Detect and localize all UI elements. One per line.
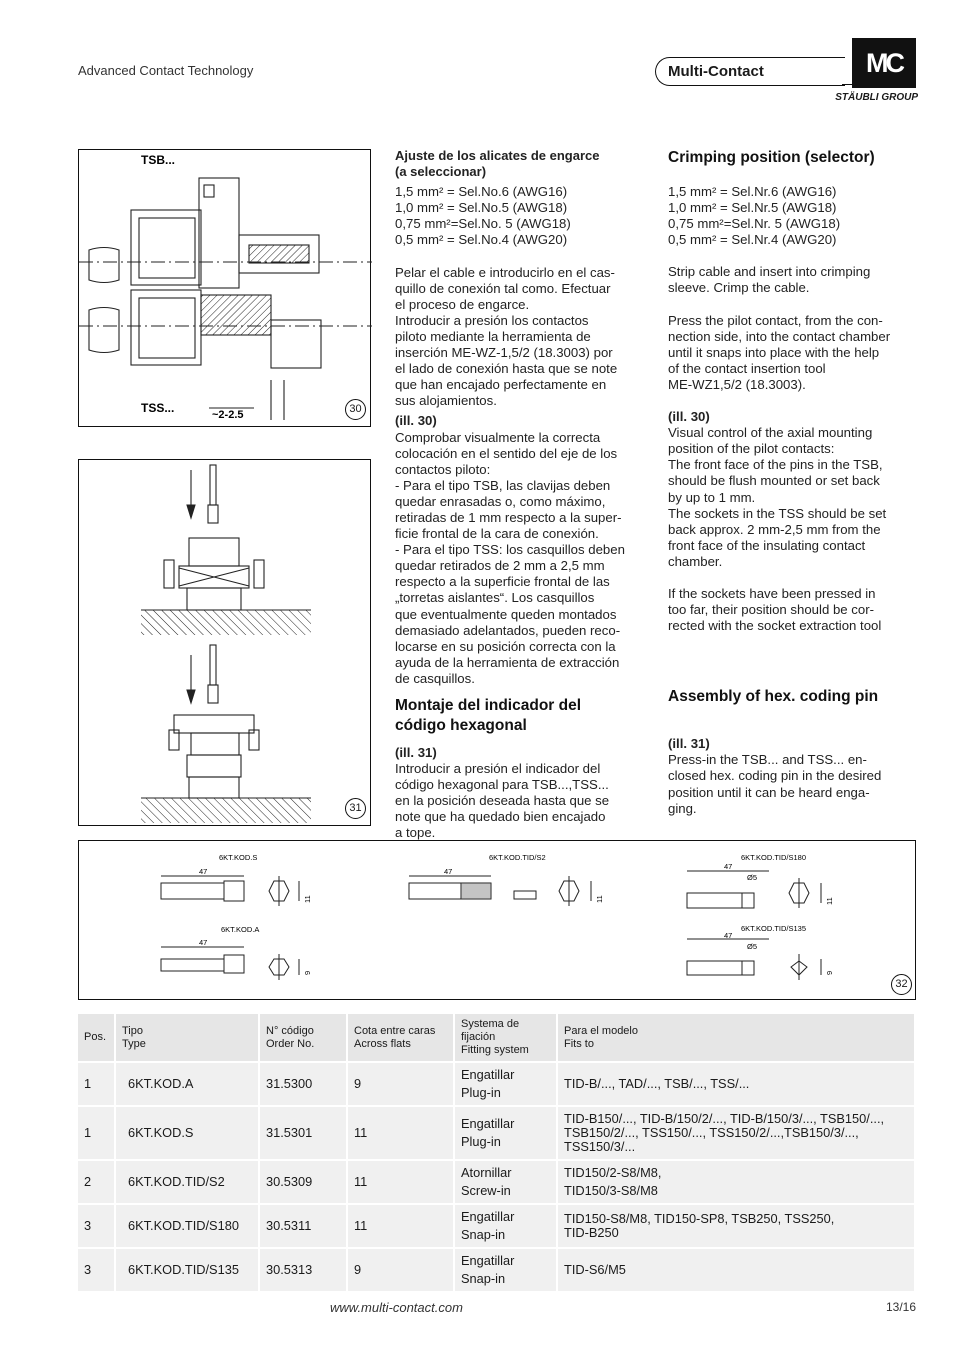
cell-fitting-system: Engatillar Plug-in — [455, 1107, 558, 1159]
table-row — [78, 1063, 916, 1105]
en-ill31-text: Press-in the TSB... and TSS... en- closed hex. coding pin in the desired position until it can be heard enga- ging. — [668, 752, 882, 816]
col-header-pos: Pos. — [78, 1014, 116, 1061]
col-header-type: Tipo Type — [116, 1014, 260, 1061]
cell-pos: 3 — [78, 1205, 116, 1247]
cell-pos: 1 — [78, 1063, 116, 1105]
fig32-af-s180: 11 — [825, 897, 834, 905]
cell-fits-to: TID-B150/..., TID-B/150/2/..., TID-B/150/3/..., TSB150/..., TSB150/2/..., TSS150/..., TSS150/2/...,TSB150/3/..., TSS150/3/... — [558, 1107, 916, 1159]
coding-pin-table — [78, 1012, 916, 1293]
fig32-dia-s135: Ø5 — [747, 942, 758, 951]
cell-type: 6KT.KOD.TID/S135 — [116, 1249, 260, 1291]
footer-website-link[interactable]: www.multi-contact.com — [330, 1300, 463, 1315]
figure-30 — [78, 149, 371, 427]
cell-across-flats: 11 — [348, 1205, 455, 1247]
cell-across-flats: 11 — [348, 1161, 455, 1203]
en-assembly-heading: Assembly of hex. coding pin — [668, 688, 879, 706]
en-sockets-text: If the sockets have been pressed in too far, their position should be cor- rected with the socket extraction tool — [668, 585, 882, 634]
col-header-fits-to: Para el modelo Fits to — [558, 1014, 916, 1061]
cell-across-flats: 11 — [348, 1107, 455, 1159]
table-row — [78, 1249, 916, 1291]
cell-fitting-system: Engatillar Snap-in — [455, 1249, 558, 1291]
figure-32 — [78, 840, 916, 1000]
brand-underline — [842, 84, 852, 85]
es-assembly-heading: Montaje del indicador del código hexagonal — [395, 697, 582, 734]
fig30-label-tsb: TSB... — [141, 153, 176, 167]
es-ill31-label: (ill. 31) — [395, 745, 437, 760]
cell-order-no: 31.5301 — [260, 1107, 348, 1159]
cell-fitting-system: Engatillar Snap-in — [455, 1205, 558, 1247]
figure-31-drawing — [79, 460, 372, 827]
fig32-af-s: 11 — [303, 895, 312, 903]
cell-pos: 1 — [78, 1107, 116, 1159]
fig32-dim-len-s2: 47 — [444, 867, 453, 876]
spanish-column — [395, 148, 655, 842]
cell-order-no: 30.5309 — [260, 1161, 348, 1203]
fig32-dim-len-s135: 47 — [724, 931, 733, 940]
fig32-label-tid-s2: 6KT.KOD.TID/S2 — [489, 853, 546, 862]
cell-type: 6KT.KOD.S — [116, 1107, 260, 1159]
cell-pos: 2 — [78, 1161, 116, 1203]
brand-name: Multi-Contact — [655, 57, 845, 86]
page-number: 13/16 — [885, 1300, 916, 1314]
fig32-label-kod-s: 6KT.KOD.S — [219, 853, 258, 862]
english-column — [668, 148, 928, 817]
cell-type: 6KT.KOD.TID/S180 — [116, 1205, 260, 1247]
en-strip-text: Strip cable and insert into crimping sleeve. Crimp the cable. — [668, 264, 871, 296]
es-ill30-label: (ill. 30) — [395, 413, 437, 429]
table-row — [78, 1107, 916, 1159]
col-header-across-flats: Cota entre caras Across flats — [348, 1014, 455, 1061]
fig30-label-tss: TSS... — [141, 401, 175, 415]
mc-logo: MC — [852, 38, 916, 88]
fig32-label-tid-s180: 6KT.KOD.TID/S180 — [741, 853, 807, 862]
cell-fitting-system: Engatillar Plug-in — [455, 1063, 558, 1105]
en-ill30-text: Visual control of the axial mounting position of the pilot contacts: The front face of the pins in the TSB, should be flush mounted or set back by up to 1 mm. The sockets in the TSS should be set back approx. 2 mm-2,5 mm from the front face of the insulating contact chamber. — [668, 425, 887, 569]
cell-fits-to: TID150/2-S8/M8, TID150/3-S8/M8 — [558, 1161, 916, 1203]
fig32-dim-len-s180: 47 — [724, 862, 733, 871]
cell-order-no: 31.5300 — [260, 1063, 348, 1105]
es-crimp-values: 1,5 mm² = Sel.No.6 (AWG16) 1,0 mm² = Sel.No.5 (AWG18) 0,75 mm²=Sel.No. 5 (AWG18) 0,5 mm² = Sel.No.4 (AWG20) — [395, 184, 571, 248]
cell-order-no: 30.5311 — [260, 1205, 348, 1247]
es-crimp-heading: Ajuste de los alicates de engarce (a seleccionar) — [395, 148, 600, 180]
header-tagline: Advanced Contact Technology — [78, 63, 254, 78]
cell-type: 6KT.KOD.TID/S2 — [116, 1161, 260, 1203]
fig30-dimension: ~2-2.5 — [212, 409, 244, 421]
table-row — [78, 1161, 916, 1203]
fig32-af-s2: 11 — [595, 895, 604, 903]
fig32-label-tid-s135: 6KT.KOD.TID/S135 — [741, 924, 807, 933]
fig32-af-a: 9 — [303, 970, 312, 975]
col-header-order-no: N° código Order No. — [260, 1014, 348, 1061]
fig32-label-kod-a: 6KT.KOD.A — [221, 925, 260, 934]
en-crimp-heading: Crimping position (selector) — [668, 149, 875, 166]
figure-31 — [78, 459, 371, 826]
en-press-text: Press the pilot contact, from the con- nection side, into the contact chamber until it snaps into place with the help of the contact insertion tool ME-WZ1,5/2 (18.3003). — [668, 312, 891, 392]
fig32-dim-len-a: 47 — [199, 938, 208, 947]
es-ill31-text: Introducir a presión el indicador del código hexagonal para TSB...,TSS... en la posición deseada hasta que se note que ha quedado bien encajado a tope. — [395, 761, 610, 841]
cell-type: 6KT.KOD.A — [116, 1063, 260, 1105]
es-ill30-text: Comprobar visualmente la correcta colocación en el sentido del eje de los contactos piloto: - Para el tipo TSB, las clavijas deben quedar enrasadas o, como máximo, retiradas de 1 mm respecto a la super- ficie frontal de la cara de conexión. - Para el tipo TSS: los casquillos deben quedar retirados de 2 mm a 2,5 mm respecto a la superficie frontal de las „torretas aislantes“. Los casquillos que eventualmente queden montados demasiado adelantados, pueden reco- locarse en su posición correcta con la ayuda de la herramienta de extracción de casquillos. — [395, 429, 625, 686]
cell-fits-to: TID150-S8/M8, TID150-SP8, TSB250, TSS250, TID-B250 — [558, 1205, 916, 1247]
cell-fitting-system: Atornillar Screw-in — [455, 1161, 558, 1203]
figure-30-drawing — [79, 150, 372, 428]
en-ill31-label: (ill. 31) — [668, 736, 710, 752]
figure-32-number: 32 — [891, 974, 912, 995]
cell-across-flats: 9 — [348, 1249, 455, 1291]
en-ill30-label: (ill. 30) — [668, 409, 710, 425]
staubli-group-label: STÄUBLI GROUP — [835, 92, 918, 103]
fig32-dim-len-s: 47 — [199, 867, 208, 876]
table-header-row — [78, 1014, 916, 1061]
cell-order-no: 30.5313 — [260, 1249, 348, 1291]
cell-pos: 3 — [78, 1249, 116, 1291]
cell-fits-to: TID-S6/M5 — [558, 1249, 916, 1291]
cell-across-flats: 9 — [348, 1063, 455, 1105]
cell-fits-to: TID-B/..., TAD/..., TSB/..., TSS/... — [558, 1063, 916, 1105]
en-crimp-values: 1,5 mm² = Sel.Nr.6 (AWG16) 1,0 mm² = Sel.Nr.5 (AWG18) 0,75 mm²=Sel.Nr. 5 (AWG18) 0,5 mm² = Sel.Nr.4 (AWG20) — [668, 184, 841, 248]
figure-31-number: 31 — [345, 798, 366, 819]
fig32-af-s135: 9 — [825, 970, 834, 975]
col-header-fitting-system: Systema de fijación Fitting system — [455, 1014, 558, 1061]
es-strip-text: Pelar el cable e introducirlo en el cas- quillo de conexión tal como. Efectuar el proceso de engarce. Introducir a presión los contactos piloto mediante la herramienta de inserción ME-WZ-1,5/2 (18.3003) por el lado de conexión hasta que se note que han encajado perfectamente en sus alojamientos. — [395, 264, 618, 409]
figure-32-drawing — [79, 841, 917, 1001]
table-row — [78, 1205, 916, 1247]
fig32-dia-s180: Ø5 — [747, 873, 758, 882]
figure-30-number: 30 — [345, 399, 366, 420]
